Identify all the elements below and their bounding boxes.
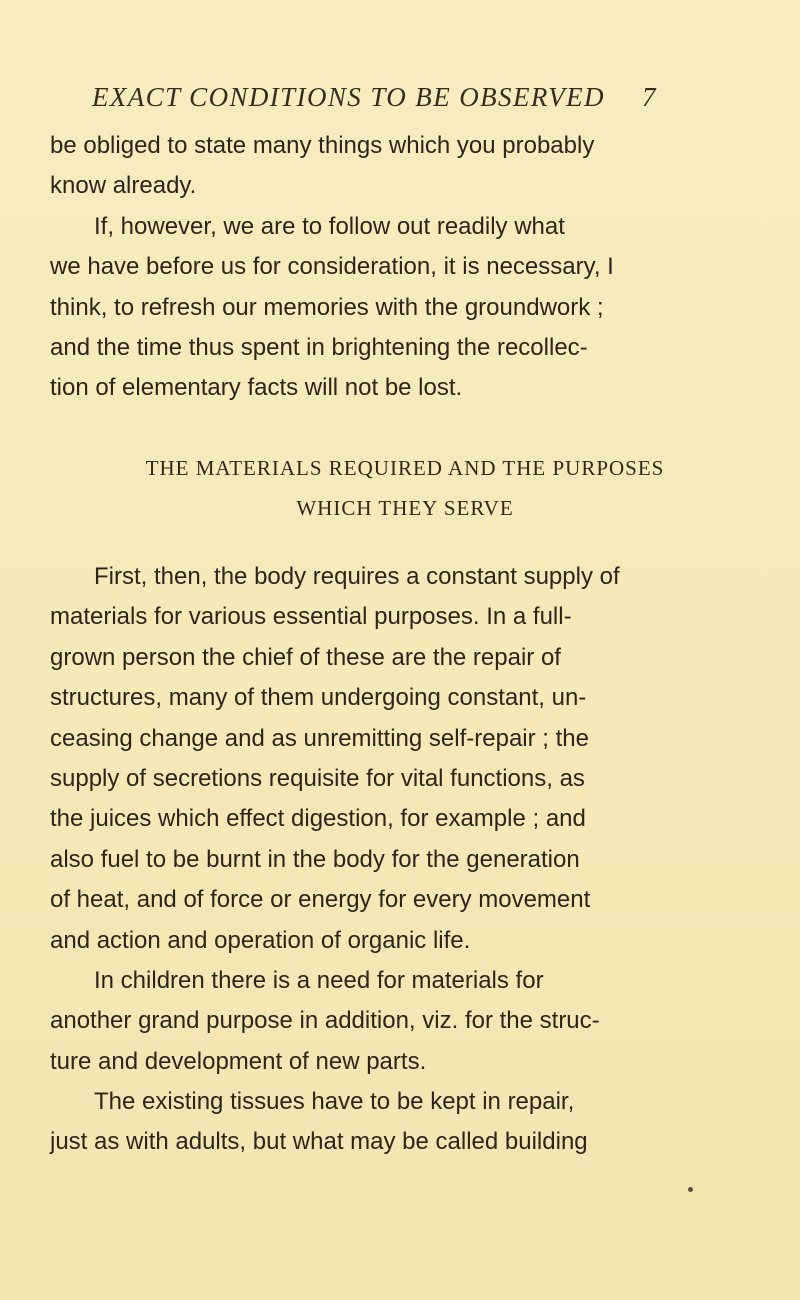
text-line: the juices which effect digestion, for example ; and: [50, 805, 586, 833]
text-line: we have before us for consideration, it is necessary, I: [50, 253, 614, 281]
text-line: also fuel to be burnt in the body for the generation: [50, 845, 580, 873]
body-text-bottom: [50, 557, 760, 1163]
paragraph: [50, 126, 760, 207]
section-heading-line-2: WHICH THEY SERVE: [296, 496, 514, 520]
paragraph: [50, 557, 760, 961]
page-number: 7: [642, 82, 657, 112]
section-heading-line-1: THE MATERIALS REQUIRED AND THE PURPOSES: [145, 456, 665, 480]
text-line: tion of elementary facts will not be lost.: [50, 374, 463, 402]
text-line: of heat, and of force or energy for every movement: [50, 886, 591, 914]
text-line: and the time thus spent in brightening the recollec-: [50, 333, 588, 361]
running-head-title: EXACT CONDITIONS TO BE OBSERVED: [92, 82, 605, 112]
text-line: just as with adults, but what may be called building: [50, 1128, 588, 1156]
text-line: First, then, the body requires a constant supply of: [94, 563, 620, 590]
text-line: think, to refresh our memories with the groundwork ;: [50, 293, 604, 321]
text-line: ceasing change and as unremitting self-repair ; the: [50, 724, 589, 752]
text-line: If, however, we are to follow out readily what: [94, 212, 565, 240]
paragraph: [50, 1082, 760, 1163]
paper-speck: [688, 1187, 693, 1192]
text-line: supply of secretions requisite for vital functions, as: [50, 764, 585, 792]
body-text-top: [50, 126, 760, 409]
text-line: know already.: [50, 172, 197, 200]
paragraph: [50, 207, 760, 409]
text-line: The existing tissues have to be kept in repair,: [94, 1088, 575, 1116]
paragraph: [50, 961, 760, 1082]
text-line: grown person the chief of these are the repair of: [50, 643, 561, 671]
text-line: another grand purpose in addition, viz. for the struc-: [50, 1007, 600, 1035]
running-head: [92, 82, 692, 122]
text-line: ture and development of new parts.: [50, 1047, 427, 1075]
text-line: materials for various essential purposes. In a full-: [50, 603, 572, 631]
text-line: In children there is a need for materials for: [94, 966, 544, 994]
text-line: and action and operation of organic life.: [50, 926, 471, 954]
text-line: be obliged to state many things which you probably: [50, 132, 595, 159]
text-line: structures, many of them undergoing constant, un-: [50, 684, 587, 712]
